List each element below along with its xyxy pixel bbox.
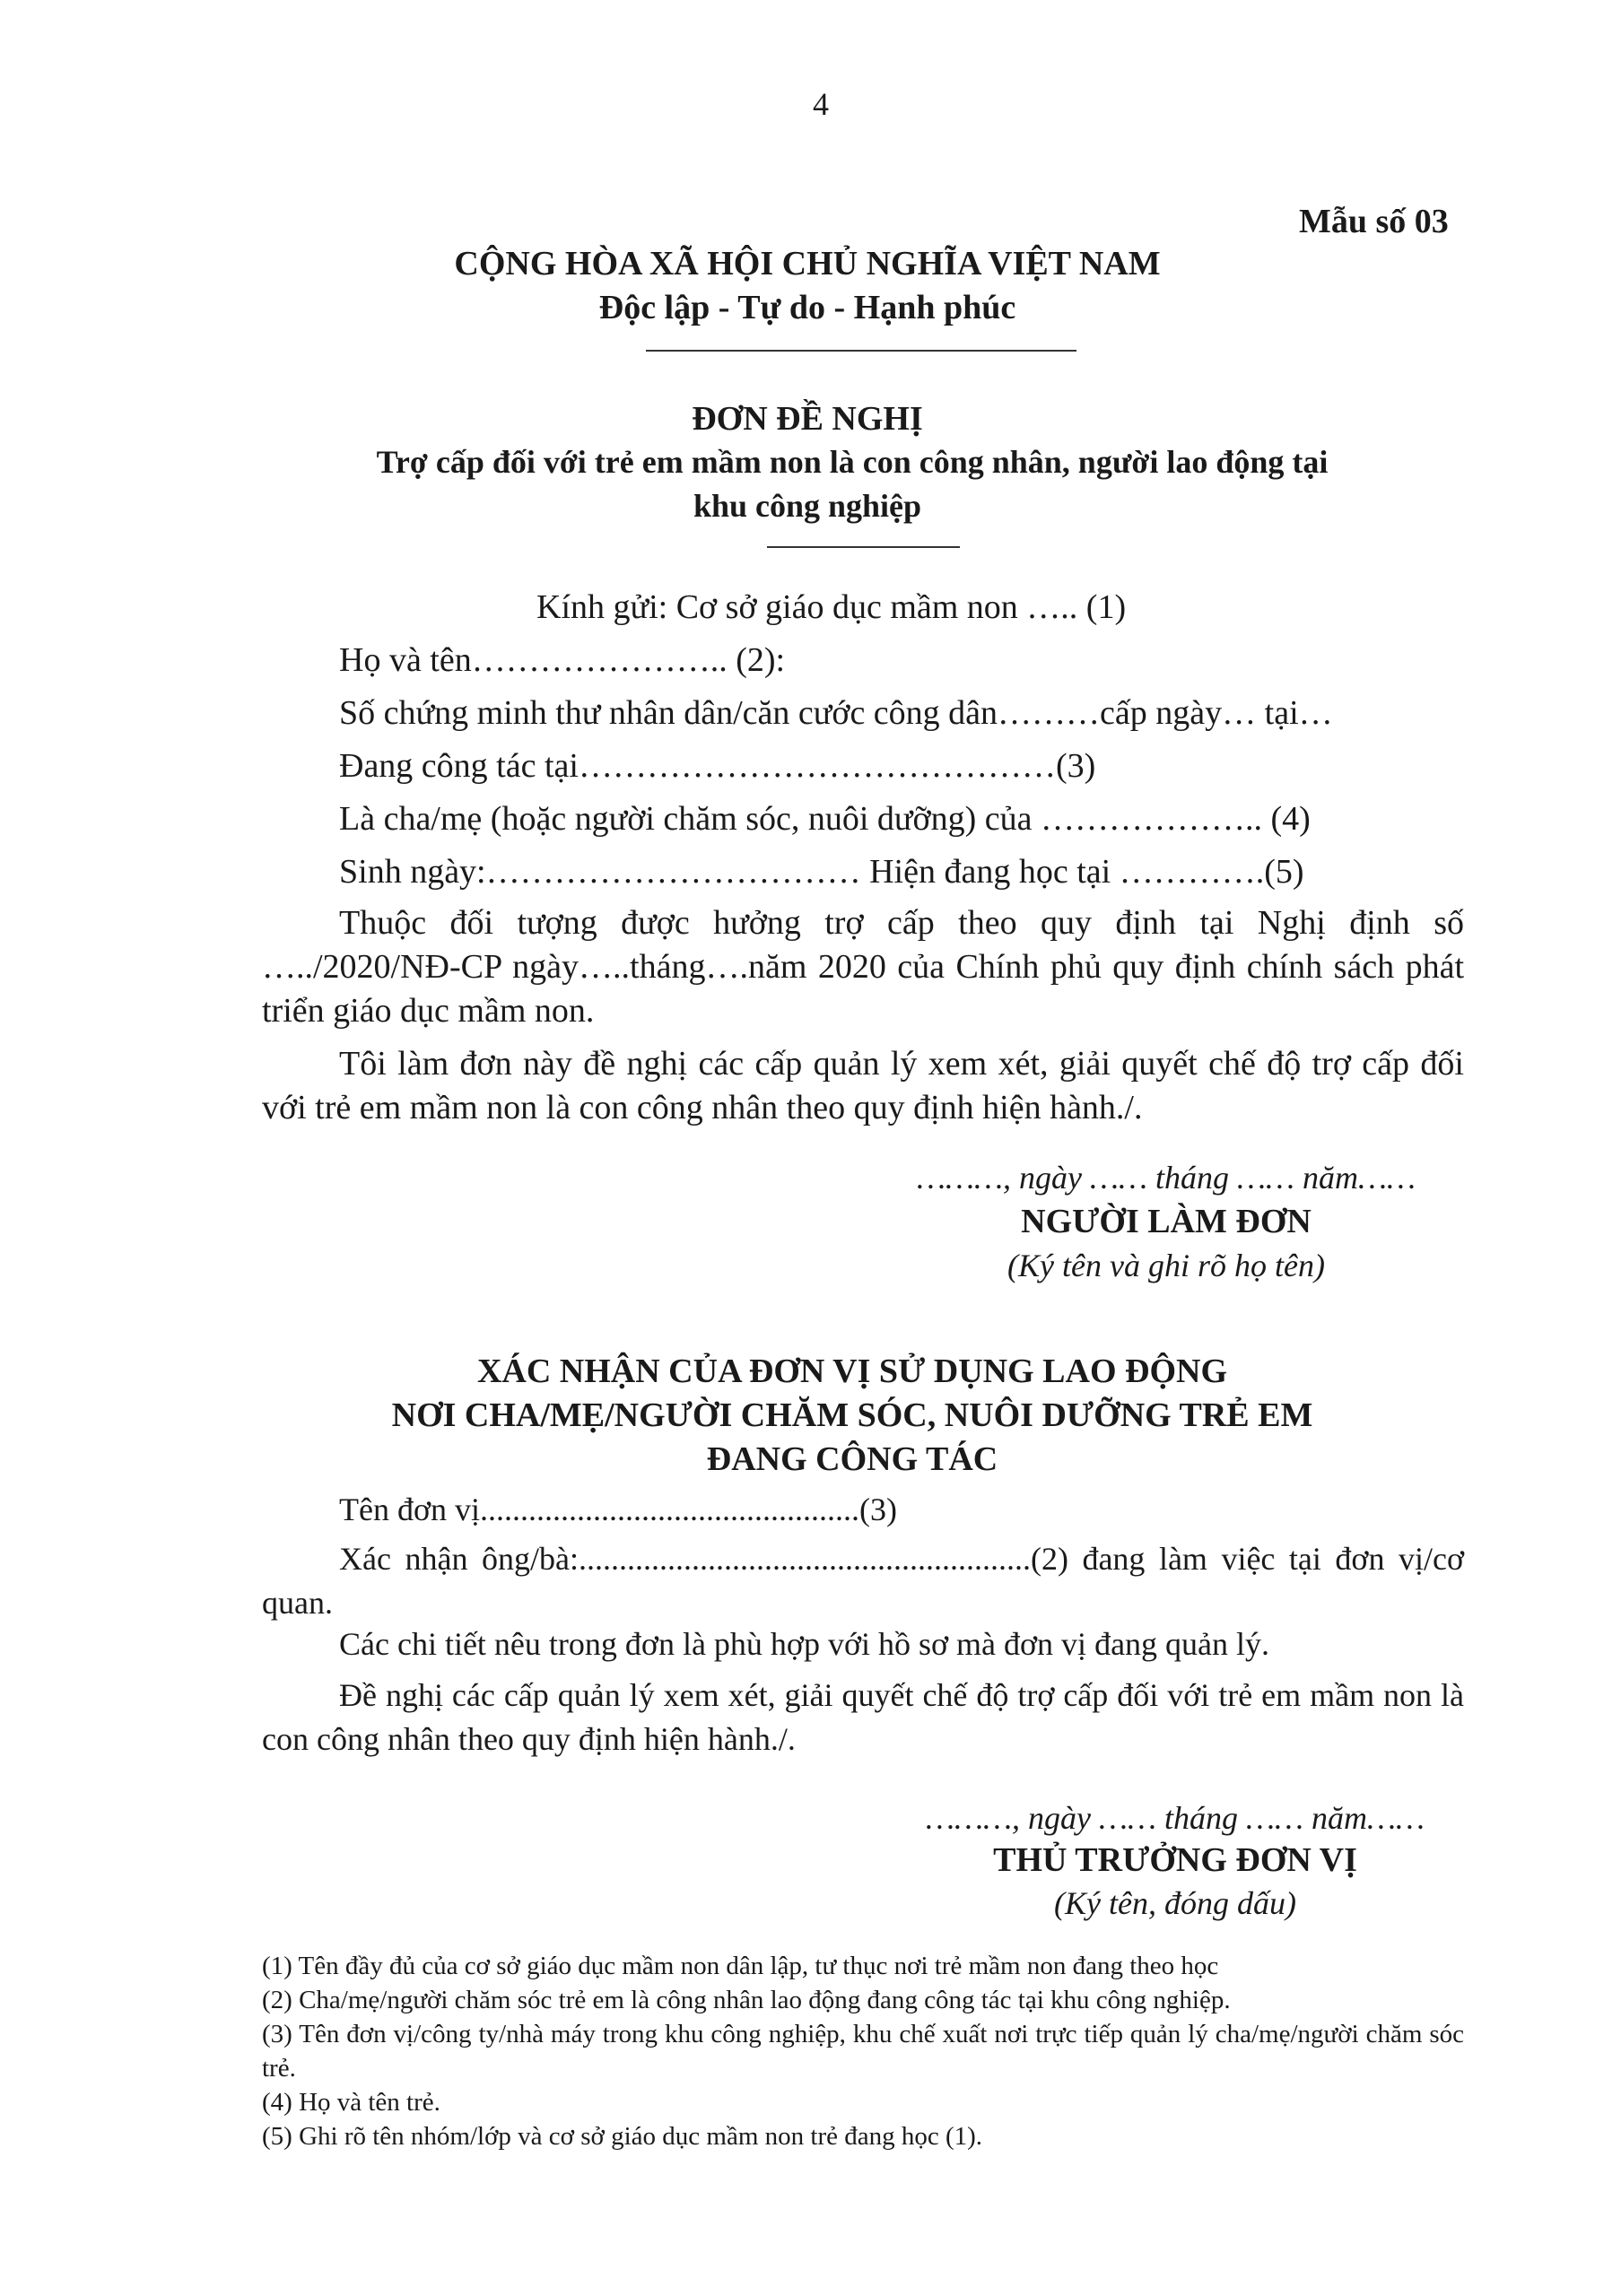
title-divider — [767, 546, 960, 548]
national-motto: Độc lập - Tự do - Hạnh phúc — [598, 289, 1016, 326]
applicant-signature-title: NGƯỜI LÀM ĐƠN — [1021, 1203, 1312, 1240]
full-name-field: Họ và tên………………….. (2): — [339, 641, 786, 679]
applicant-signature-note: (Ký tên và ghi rõ họ tên) — [1007, 1248, 1325, 1283]
birth-date-field: Sinh ngày:…………………………… Hiện đang học tại ………….(5) — [339, 853, 1304, 891]
head-date-line: ………, ngày …… tháng …… năm…… — [925, 1800, 1425, 1836]
head-signature-note: (Ký tên, đóng dấu) — [1054, 1885, 1296, 1921]
confirmation-heading-line1: XÁC NHẬN CỦA ĐƠN VỊ SỬ DỤNG LAO ĐỘNG — [476, 1352, 1228, 1390]
form-title: ĐƠN ĐỀ NGHỊ — [692, 400, 923, 438]
request-paragraph: Tôi làm đơn này đề nghị các cấp quản lý xem xét, giải quyết chế độ trợ cấp đối với trẻ em mầm non là con công nhân theo quy định hiện hành./. — [262, 1045, 1464, 1126]
workplace-field: Đang công tác tại……………………………………(3) — [339, 747, 1096, 785]
form-subtitle-line2: khu công nghiệp — [693, 488, 922, 524]
id-number-field: Số chứng minh thư nhân dân/căn cước công dân………cấp ngày… tại… — [339, 694, 1333, 732]
confirmation-heading-line2: NƠI CHA/MẸ/NGƯỜI CHĂM SÓC, NUÔI DƯỠNG TRẺ EM — [391, 1396, 1313, 1434]
records-consistent-line: Các chi tiết nêu trong đơn là phù hợp với hồ sơ mà đơn vị đang quản lý. — [339, 1626, 1270, 1662]
page-number: 4 — [813, 86, 829, 122]
form-subtitle-line1: Trợ cấp đối với trẻ em mầm non là con công nhân, người lao động tại — [376, 444, 1329, 480]
header-divider — [646, 350, 1076, 352]
footnote-5: (5) Ghi rõ tên nhóm/lớp và cơ sở giáo dục mầm non trẻ đang học (1). — [262, 2122, 983, 2151]
addressee-line: Kính gửi: Cơ sở giáo dục mầm non ….. (1) — [536, 588, 1127, 626]
parent-of-field: Là cha/mẹ (hoặc người chăm sóc, nuôi dưỡng) của ……………….. (4) — [339, 800, 1311, 838]
confirm-employment-paragraph: Xác nhận ông/bà:........................................................(2) đang làm việc tại đơn vị/cơ quan. — [262, 1541, 1464, 1621]
footnote-1: (1) Tên đầy đủ của cơ sở giáo dục mầm non dân lập, tư thục nơi trẻ mầm non đang theo học — [262, 1952, 1219, 1980]
form-code: Mẫu số 03 — [1299, 203, 1449, 240]
unit-name-field: Tên đơn vị...............................................(3) — [339, 1492, 897, 1527]
footnote-3: (3) Tên đơn vị/công ty/nhà máy trong khu công nghiệp, khu chế xuất nơi trực tiếp quản lý cha/mẹ/người chăm sóc trẻ. — [262, 2020, 1464, 2083]
applicant-date-line: ………, ngày …… tháng …… năm…… — [916, 1160, 1416, 1196]
national-title: CỘNG HÒA XÃ HỘI CHỦ NGHĨA VIỆT NAM — [454, 245, 1161, 283]
footnote-4: (4) Họ và tên trẻ. — [262, 2088, 440, 2117]
confirmation-heading-line3: ĐANG CÔNG TÁC — [706, 1440, 998, 1478]
eligibility-paragraph: Thuộc đối tượng được hưởng trợ cấp theo quy định tại Nghị định số …../2020/NĐ-CP ngày…..tháng….năm 2020 của Chính phủ quy định chính sách phát triển giáo dục mầm non. — [262, 904, 1464, 1030]
employer-request-paragraph: Đề nghị các cấp quản lý xem xét, giải quyết chế độ trợ cấp đối với trẻ em mầm non là con công nhân theo quy định hiện hành./. — [262, 1677, 1464, 1757]
head-signature-title: THỦ TRƯỞNG ĐƠN VỊ — [993, 1841, 1357, 1879]
footnote-2: (2) Cha/mẹ/người chăm sóc trẻ em là công nhân lao động đang công tác tại khu công nghiệp. — [262, 1986, 1231, 2014]
